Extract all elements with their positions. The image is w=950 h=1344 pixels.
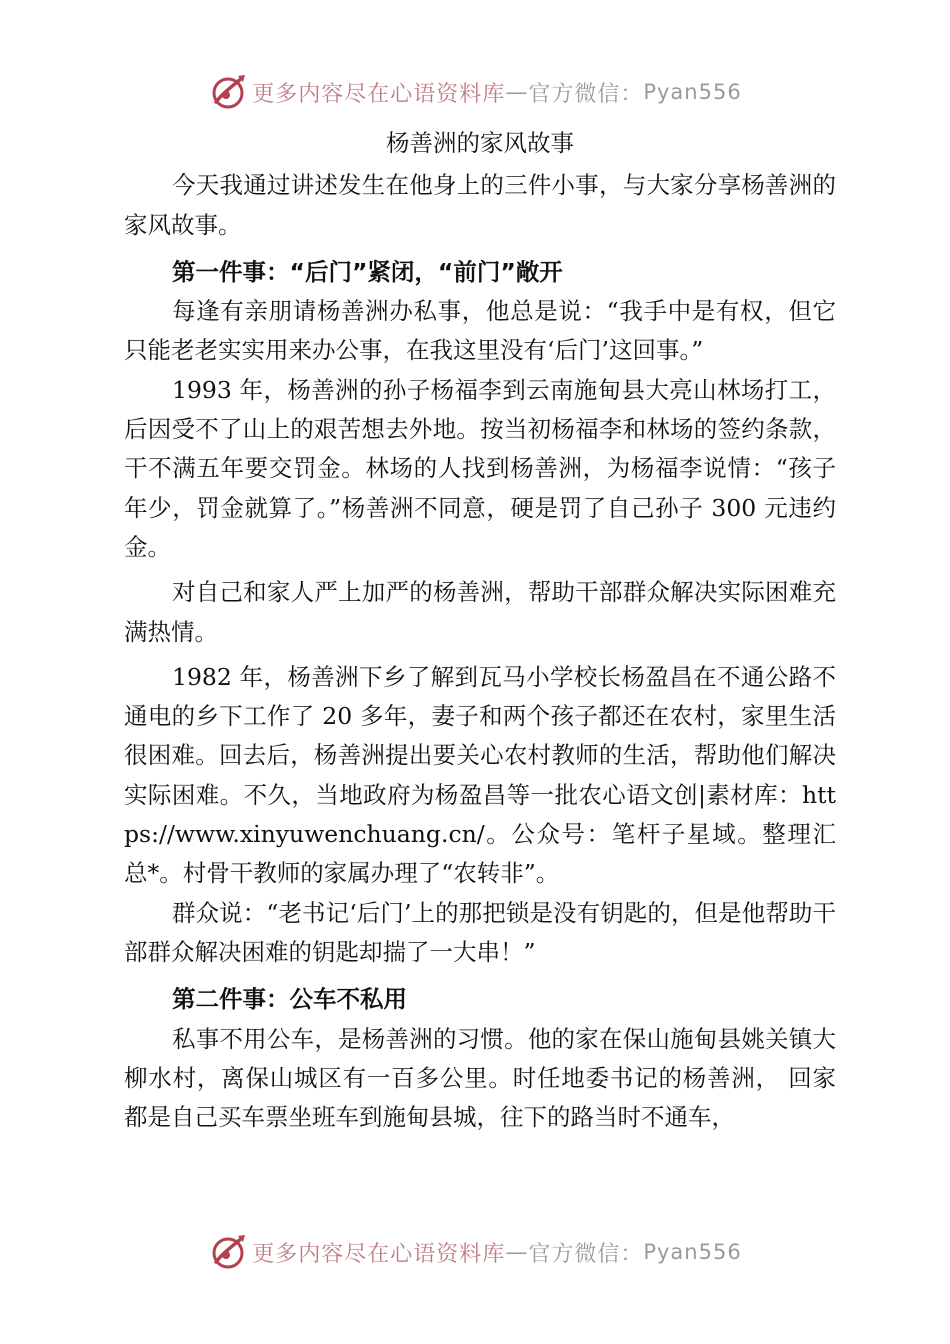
- banner-wechat-id: Pyan556: [643, 1240, 742, 1264]
- brand-logo-icon: [208, 72, 248, 112]
- section-heading-2: 第二件事：公车不私用: [172, 985, 407, 1014]
- banner-official-label: 官方微信：: [528, 1241, 644, 1267]
- header-banner: [0, 70, 950, 114]
- paragraph: 群众说：“老书记‘后门’上的那把锁是没有钥匙的，但是他帮助干部群众解决困难的钥匙却揣了一大串！”: [124, 898, 836, 966]
- banner-separator: —: [505, 79, 529, 105]
- paragraph: 对自己和家人严上加严的杨善洲，帮助干部群众解决实际困难充满热情。: [124, 578, 836, 646]
- section-heading-1: 第一件事：“后门”紧闭，“前门”敞开: [172, 257, 563, 286]
- banner-official-label: 官方微信：: [528, 81, 644, 107]
- paragraph: 1993 年，杨善洲的孙子杨福李到云南施甸县大亮山林场打工，后因受不了山上的艰苦想去外地。按当初杨福李和林场的签约条款，干不满五年要交罚金。林场的人找到杨善洲，为杨福李说情：“孩子年少，罚金就算了。”杨善洲不同意，硬是罚了自己孙子 300 元违约金。: [124, 375, 836, 561]
- banner-main-text: 更多内容尽在心语资料库: [252, 1241, 506, 1267]
- paragraph: 每逢有亲朋请杨善洲办私事，他总是说：“我手中是有权，但它只能老老实实用来办公事，在我这里没有‘后门’这回事。”: [124, 297, 836, 365]
- intro-paragraph: 今天我通过讲述发生在他身上的三件小事，与大家分享杨善洲的家风故事。: [124, 171, 836, 239]
- banner-main-text: 更多内容尽在心语资料库: [252, 81, 506, 107]
- banner-separator: —: [505, 1239, 529, 1265]
- paragraph: 1982 年，杨善洲下乡了解到瓦马小学校长杨盈昌在不通公路不通电的乡下工作了 20 多年，妻子和两个孩子都还在农村，家里生活很困难。回去后，杨善洲提出要关心农村教师的生活，帮助他们解决实际困难。不久，当地政府为杨盈昌等一批农心语文创|素材库：https://www.xinyuwenchuang.cn/。公众号：笔杆子星域。整理汇总*。村骨干教师的家属办理了“农转非”。: [124, 662, 836, 888]
- document-body: [124, 124, 836, 1137]
- paragraph: 私事不用公车，是杨善洲的习惯。他的家在保山施甸县姚关镇大柳水村，离保山城区有一百多公里。时任地委书记的杨善洲， 回家都是自己买车票坐班车到施甸县城，往下的路当时不通车，: [124, 1024, 836, 1132]
- brand-logo-icon: [208, 1232, 248, 1272]
- banner-wechat-id: Pyan556: [643, 80, 742, 104]
- page-title: 杨善洲的家风故事: [386, 129, 574, 157]
- footer-banner: [0, 1230, 950, 1274]
